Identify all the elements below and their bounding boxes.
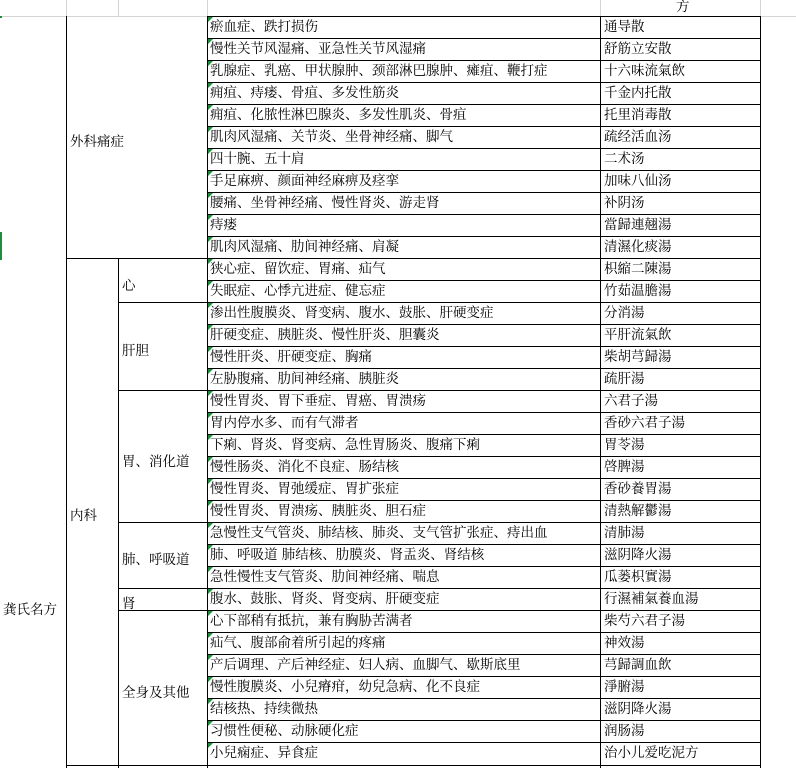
text-number-indicator [208, 303, 213, 308]
disease-cell[interactable]: 失眠症、心悸亢进症、健忘症 [210, 283, 386, 299]
formula-cell[interactable]: 舒筋立安散 [604, 41, 672, 57]
disease-cell[interactable]: 渗出性腹膜炎、肾变病、腹水、鼓胀、肝硬变症 [210, 305, 494, 321]
disease-cell[interactable]: 下痢、肾炎、肾变病、急性胃肠炎、腹痛下痢 [210, 437, 480, 453]
formula-cell[interactable]: 枳縮二陳湯 [604, 261, 672, 277]
selection-edge-marker [0, 232, 2, 260]
formula-cell[interactable]: 瓜蒌枳實湯 [604, 569, 672, 585]
disease-cell[interactable]: 四十腕、五十肩 [210, 151, 305, 167]
group-label-whole[interactable]: 全身及其他 [122, 685, 190, 701]
text-number-indicator [208, 127, 213, 132]
formula-cell[interactable]: 滋阴降火湯 [604, 547, 672, 563]
text-number-indicator [208, 39, 213, 44]
formula-cell[interactable]: 平肝流氣飲 [604, 327, 672, 343]
text-number-indicator [208, 501, 213, 506]
border [66, 765, 761, 766]
disease-cell[interactable]: 瘀血症、跌打损伤 [210, 19, 318, 35]
group-label-internal[interactable]: 内科 [70, 508, 97, 524]
text-number-indicator [208, 567, 213, 572]
disease-cell[interactable]: 慢性腹膜炎、小兒瘠疳，幼兒急病、化不良症 [210, 679, 480, 695]
formula-cell[interactable]: 疏肝湯 [604, 371, 645, 387]
text-number-indicator [208, 325, 213, 330]
disease-cell[interactable]: 急慢性支气管炎、肺结核、肺炎、支气管扩张症、痔出血 [210, 525, 548, 541]
group-label-stomach[interactable]: 胃、消化道 [122, 454, 190, 470]
formula-cell[interactable]: 润肠湯 [604, 723, 645, 739]
gridline [118, 0, 119, 16]
disease-cell[interactable]: 肝硬变症、胰脏炎、慢性肝炎、胆囊炎 [210, 327, 440, 343]
text-number-indicator [208, 17, 213, 22]
formula-cell[interactable]: 啓脾湯 [604, 459, 645, 475]
formula-cell[interactable]: 竹茹温膽湯 [604, 283, 672, 299]
text-number-indicator [208, 655, 213, 660]
text-number-indicator [208, 391, 213, 396]
formula-cell[interactable]: 通导散 [604, 19, 645, 35]
formula-cell[interactable]: 补阴汤 [604, 195, 645, 211]
border [66, 16, 67, 768]
formula-cell[interactable]: 清濕化痰湯 [604, 239, 672, 255]
formula-cell[interactable]: 香砂六君子湯 [604, 415, 685, 431]
text-number-indicator [208, 61, 213, 66]
formula-cell[interactable]: 分消湯 [604, 305, 645, 321]
disease-cell[interactable]: 慢性肠炎、消化不良症、肠结核 [210, 459, 399, 475]
text-number-indicator [208, 523, 213, 528]
disease-cell[interactable]: 手足麻痹、颜面神经麻痹及痉挛 [210, 173, 399, 189]
text-number-indicator [208, 545, 213, 550]
formula-cell[interactable]: 二术汤 [604, 151, 645, 167]
column-header-formula[interactable]: 方 [676, 0, 690, 15]
text-number-indicator [208, 281, 213, 286]
text-number-indicator [208, 743, 213, 748]
disease-cell[interactable]: 慢性关节风湿痛、亚急性关节风湿痛 [210, 41, 426, 57]
disease-cell[interactable]: 肌肉风湿痛、关节炎、坐骨神经痛、脚气 [210, 129, 453, 145]
formula-cell[interactable]: 清熱解鬱湯 [604, 503, 672, 519]
text-number-indicator [208, 589, 213, 594]
text-number-indicator [208, 677, 213, 682]
formula-cell[interactable]: 柴芍六君子湯 [604, 613, 685, 629]
disease-cell[interactable]: 慢性胃炎、胃溃疡、胰脏炎、胆石症 [210, 503, 426, 519]
disease-cell[interactable]: 习惯性便秘、动脉硬化症 [210, 723, 359, 739]
text-number-indicator [208, 171, 213, 176]
text-number-indicator [208, 699, 213, 704]
text-number-indicator [208, 721, 213, 726]
text-number-indicator [208, 83, 213, 88]
disease-cell[interactable]: 乳腺症、乳癌、甲状腺肿、颈部淋巴腺肿、瘫疽、鞭打症 [210, 63, 548, 79]
disease-cell[interactable]: 痈疽、化脓性淋巴腺炎、多发性肌炎、骨疽 [210, 107, 467, 123]
selection-edge-marker [0, 16, 2, 18]
text-number-indicator [208, 149, 213, 154]
group-label-kidney[interactable]: 肾 [122, 596, 136, 612]
disease-cell[interactable]: 腰痛、坐骨神经痛、慢性肾炎、游走肾 [210, 195, 440, 211]
border [600, 16, 601, 768]
text-number-indicator [208, 611, 213, 616]
text-number-indicator [208, 237, 213, 242]
border [760, 16, 761, 768]
formula-cell[interactable]: 千金内托散 [604, 85, 672, 101]
text-number-indicator [208, 413, 213, 418]
formula-cell[interactable]: 滋阴降火湯 [604, 701, 672, 717]
group-label-liver[interactable]: 肝胆 [122, 343, 149, 359]
text-number-indicator [208, 105, 213, 110]
disease-cell[interactable]: 肺、呼吸道 肺结核、肋膜炎、肾盂炎、肾结核 [210, 547, 485, 563]
formula-cell[interactable]: 神效湯 [604, 635, 645, 651]
disease-cell[interactable]: 肌肉风湿痛、肋间神经痛、肩凝 [210, 239, 399, 255]
disease-cell[interactable]: 产后调理、产后神经症、妇人病、血脚气、歇斯底里 [210, 657, 521, 673]
text-number-indicator [208, 215, 213, 220]
formula-cell[interactable]: 托里消毒散 [604, 107, 672, 123]
disease-cell[interactable]: 慢性胃炎、胃下垂症、胃癌、胃溃疡 [210, 393, 426, 409]
disease-cell[interactable]: 胃内停水多、而有气滞者 [210, 415, 359, 431]
disease-cell[interactable]: 心下部稍有抵抗，兼有胸胁苦满者 [210, 613, 413, 629]
formula-cell[interactable]: 加味八仙汤 [604, 173, 672, 189]
text-number-indicator [208, 479, 213, 484]
group-label-lung[interactable]: 肺、呼吸道 [122, 552, 190, 568]
disease-cell[interactable]: 腹水、鼓胀、肾炎、肾变病、肝硬变症 [210, 591, 440, 607]
formula-cell[interactable]: 行濕補氣養血湯 [604, 591, 699, 607]
formula-cell[interactable]: 芎歸調血飲 [604, 657, 672, 673]
formula-cell[interactable]: 清肺湯 [604, 525, 645, 541]
border [118, 258, 119, 768]
gridline [207, 0, 208, 16]
group-label-surgery[interactable]: 外科痛症 [70, 134, 124, 150]
formula-cell[interactable]: 柴胡芎歸湯 [604, 349, 672, 365]
formula-cell[interactable]: 治小儿爱吃泥方 [604, 745, 699, 761]
gridline [600, 0, 601, 16]
formula-cell[interactable]: 香砂養胃湯 [604, 481, 672, 497]
disease-cell[interactable]: 痔瘘 [210, 217, 237, 233]
disease-cell[interactable]: 左胁腹痛、肋间神经痛、胰脏炎 [210, 371, 399, 387]
disease-cell[interactable]: 疝气、腹部俞着所引起的疼痛 [210, 635, 386, 651]
disease-cell[interactable]: 急性慢性支气管炎、肋间神经痛、喘息 [210, 569, 440, 585]
formula-cell[interactable]: 胃苓湯 [604, 437, 645, 453]
formula-cell[interactable]: 淨腑湯 [604, 679, 645, 695]
text-number-indicator [208, 435, 213, 440]
disease-cell[interactable]: 结核热、持续微热 [210, 701, 318, 717]
text-number-indicator [208, 193, 213, 198]
group-label-outer[interactable]: 龚氏名方 [3, 602, 57, 618]
row-border [207, 214, 761, 215]
text-number-indicator [208, 457, 213, 462]
text-number-indicator [208, 369, 213, 374]
disease-cell[interactable]: 小兒痫症、异食症 [210, 745, 318, 761]
disease-cell[interactable]: 慢性胃炎、胃弛缓症、胃扩张症 [210, 481, 399, 497]
gridline [66, 0, 67, 16]
formula-cell[interactable]: 當歸連翹湯 [604, 217, 672, 233]
disease-cell[interactable]: 痈疽、痔瘘、骨疽、多发性筋炎 [210, 85, 399, 101]
formula-cell[interactable]: 疏经活血汤 [604, 129, 672, 145]
text-number-indicator [208, 633, 213, 638]
text-number-indicator [208, 347, 213, 352]
group-label-heart[interactable]: 心 [122, 278, 136, 294]
text-number-indicator [208, 259, 213, 264]
formula-cell[interactable]: 十六味流氣飲 [604, 63, 685, 79]
disease-cell[interactable]: 狭心症、留饮症、胃痛、疝气 [210, 261, 386, 277]
disease-cell[interactable]: 慢性肝炎、肝硬变症、胸痛 [210, 349, 372, 365]
formula-cell[interactable]: 六君子湯 [604, 393, 658, 409]
